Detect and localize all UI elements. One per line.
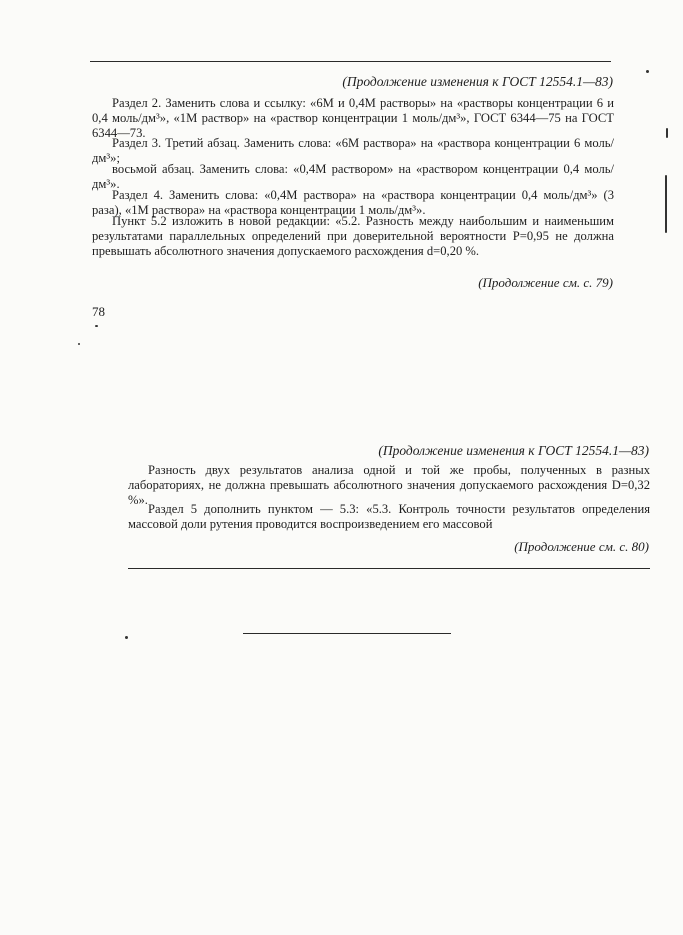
scan-speck — [95, 325, 98, 327]
page2-header: (Продолжение изменения к ГОСТ 12554.1—83) — [378, 443, 649, 458]
page1-header: (Продолжение изменения к ГОСТ 12554.1—83) — [342, 74, 613, 89]
page2-paragraph: Раздел 5 дополнить пунктом — 5.3: «5.3. Контроль точности результатов определения массовой доли рутения проводится воспроизведением его массовой — [128, 502, 650, 532]
page1-paragraph: Пункт 5.2 изложить в новой редакции: «5.2. Разность между наибольшим и наименьшим результатами параллельных определений при доверительной вероятности P=0,95 не должна превышать абсолютного значения допускаемого расхождения d=0,20 %. — [92, 214, 614, 259]
page1-paragraph: Раздел 2. Заменить слова и ссылку: «6М и 0,4М растворы» на «растворы концентрации 6 и 0,4 моль/дм³», «1М раствор» на «раствор концентрации 1 моль/дм³», ГОСТ 6344—75 на ГОСТ 6344—73. — [92, 96, 614, 141]
page1-paragraph: восьмой абзац. Заменить слова: «0,4М раствором» на «раствором концентрации 0,4 моль/дм³». — [92, 162, 614, 192]
footer-short-rule — [243, 633, 451, 634]
scan-speck — [125, 636, 128, 639]
top-rule — [90, 61, 611, 62]
scan-speck — [78, 343, 80, 345]
page-number: 78 — [92, 304, 105, 319]
page1-paragraph: Раздел 3. Третий абзац. Заменить слова: «6М раствора» на «раствора концентрации 6 моль/дм³»; — [92, 136, 614, 166]
bottom-rule — [128, 568, 650, 569]
page1-paragraph: Раздел 4. Заменить слова: «0,4М раствора» на «раствора концентрации 0,4 моль/дм³» (3 раза), «1М раствора» на «раствора концентрации 1 моль/дм³». — [92, 188, 614, 218]
scan-speck — [666, 128, 668, 138]
scan-speck — [665, 175, 667, 233]
page2-continuation-note: (Продолжение см. с. 80) — [514, 539, 649, 554]
page1-continuation-note: (Продолжение см. с. 79) — [478, 275, 613, 290]
scan-speck — [646, 70, 649, 73]
page2-paragraph: Разность двух результатов анализа одной и той же пробы, полученных в разных лабораториях, не должна превышать абсолютного значения допускаемого расхождения D=0,32 %». — [128, 463, 650, 508]
